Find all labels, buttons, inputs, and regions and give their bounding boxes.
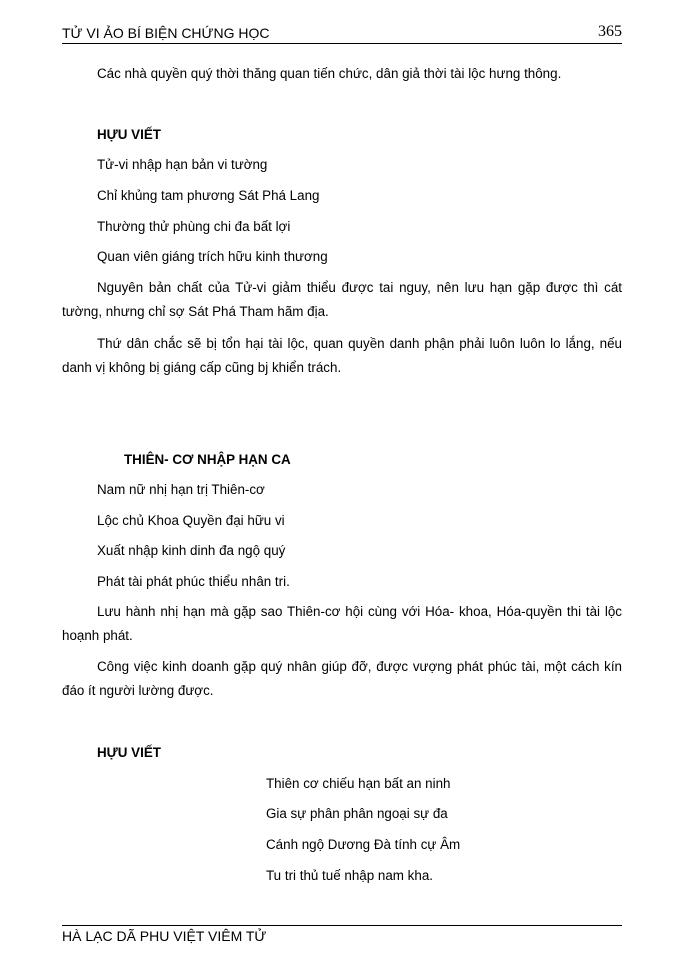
verse-line: Tu tri thủ tuế nhập nam kha. bbox=[266, 868, 433, 883]
section-heading: HỰU VIẾT bbox=[97, 127, 161, 142]
paragraph: Lưu hành nhị hạn mà gặp sao Thiên-cơ hội cùng với Hóa- khoa, Hóa-quyền thi tài lộc hoạnh phát. bbox=[62, 604, 622, 643]
page-number: 365 bbox=[598, 23, 622, 40]
running-header-title: TỬ VI ẢO BÍ BIỆN CHỨNG HỌC bbox=[62, 25, 270, 41]
verse-line: Lộc chủ Khoa Quyền đại hữu vi bbox=[97, 513, 285, 528]
header-rule bbox=[62, 43, 622, 44]
paragraph: Nguyên bản chất của Tử-vi giảm thiểu được tai nguy, nên lưu hạn gặp được thì cát tường, nhưng chỉ sợ Sát Phá Tham hãm địa. bbox=[62, 280, 622, 319]
section-heading: HỰU VIẾT bbox=[97, 745, 161, 760]
intro-line: Các nhà quyền quý thời thăng quan tiến chức, dân giả thời tài lộc hưng thông. bbox=[97, 66, 562, 81]
verse-line: Phát tài phát phúc thiểu nhân tri. bbox=[97, 574, 290, 589]
verse-line: Thường thử phùng chi đa bất lợi bbox=[97, 219, 291, 234]
section-heading: THIÊN- CƠ NHẬP HẠN CA bbox=[124, 452, 291, 467]
verse-line: Xuất nhập kinh dinh đa ngộ quý bbox=[97, 543, 286, 558]
verse-line: Cánh ngộ Dương Đà tính cự Âm bbox=[266, 837, 461, 852]
running-footer-title: HÀ LẠC DÃ PHU VIỆT VIÊM TỬ bbox=[62, 928, 267, 944]
verse-line: Quan viên giáng trích hữu kinh thương bbox=[97, 249, 328, 264]
verse-line: Tử-vi nhập hạn bản vi tường bbox=[97, 157, 268, 172]
verse-line: Chỉ khủng tam phương Sát Phá Lang bbox=[97, 188, 320, 203]
verse-line: Thiên cơ chiếu hạn bất an ninh bbox=[266, 776, 451, 791]
verse-line: Nam nữ nhị hạn trị Thiên-cơ bbox=[97, 482, 265, 497]
paragraph: Công việc kinh doanh gặp quý nhân giúp đỡ, được vượng phát phúc tài, một cách kín đáo ít người lường được. bbox=[62, 659, 622, 698]
footer-rule bbox=[62, 925, 622, 926]
verse-line: Gia sự phân phân ngoại sự đa bbox=[266, 806, 448, 821]
paragraph: Thứ dân chắc sẽ bị tổn hại tài lộc, quan quyền danh phận phải luôn luôn lo lắng, nếu danh vị không bị giáng cấp cũng bj khiển trách. bbox=[62, 336, 622, 375]
